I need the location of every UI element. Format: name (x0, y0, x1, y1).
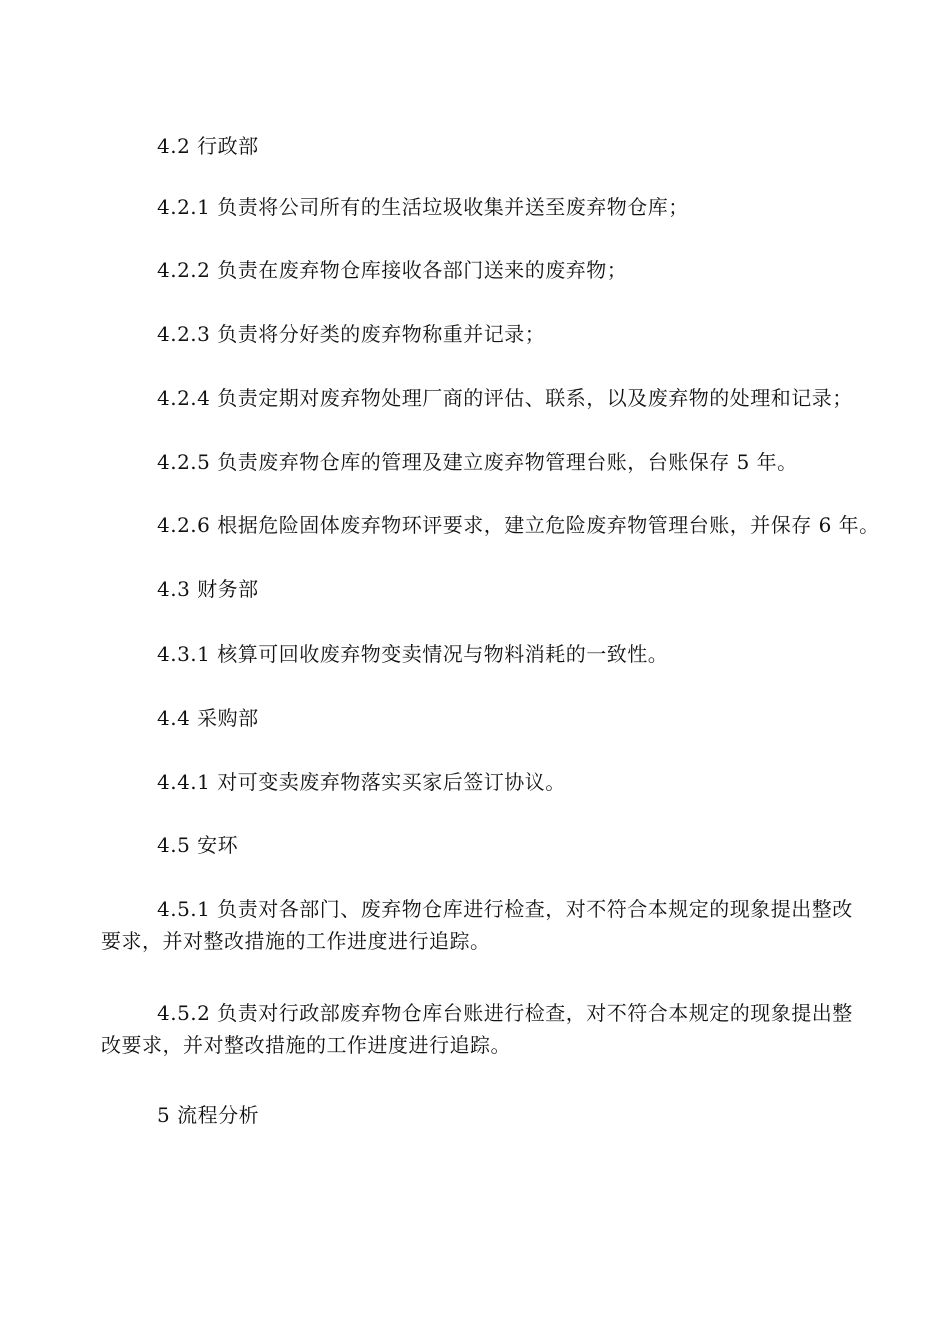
paragraph-4-2-4 (0, 382, 950, 414)
paragraph-text: 4.3.1 核算可回收废弃物变卖情况与物料消耗的一致性。 (157, 642, 669, 666)
paragraph-4-2-2 (0, 254, 950, 286)
paragraph-line-1: 4.5.2 负责对行政部废弃物仓库台账进行检查，对不符合本规定的现象提出整 (157, 1001, 853, 1025)
paragraph-4-5-1 (0, 893, 950, 957)
section-heading-4-5 (0, 829, 950, 861)
paragraph-text: 5 流程分析 (157, 1103, 260, 1127)
paragraph-text: 4.2.3 负责将分好类的废弃物称重并记录； (157, 322, 546, 346)
paragraph-4-2-3 (0, 318, 950, 350)
paragraph-4-4-1 (0, 766, 950, 798)
paragraph-4-3-1 (0, 638, 950, 670)
paragraph-text: 4.2.4 负责定期对废弃物处理厂商的评估、联系，以及废弃物的处理和记录； (157, 386, 853, 410)
section-heading-5 (0, 1099, 950, 1131)
paragraph-4-2-6 (0, 509, 950, 541)
paragraph-text: 4.2.2 负责在废弃物仓库接收各部门送来的废弃物； (157, 258, 628, 282)
section-heading-4-2 (0, 130, 950, 162)
paragraph-text: 4.2.1 负责将公司所有的生活垃圾收集并送至废弃物仓库； (157, 195, 689, 219)
paragraph-text: 4.2.5 负责废弃物仓库的管理及建立废弃物管理台账，台账保存 5 年。 (157, 450, 798, 474)
paragraph-line-1: 4.5.1 负责对各部门、废弃物仓库进行检查，对不符合本规定的现象提出整改 (157, 897, 853, 921)
paragraph-text: 4.5 安环 (157, 833, 239, 857)
paragraph-4-2-1 (0, 191, 950, 223)
paragraph-text: 4.4.1 对可变卖废弃物落实买家后签订协议。 (157, 770, 566, 794)
paragraph-4-5-2 (0, 997, 950, 1061)
paragraph-4-2-5 (0, 446, 950, 478)
paragraph-text: 4.4 采购部 (157, 706, 259, 730)
paragraph-line-2: 要求，并对整改措施的工作进度进行追踪。 (101, 929, 491, 953)
paragraph-text: 4.2 行政部 (157, 134, 259, 158)
section-heading-4-3 (0, 573, 950, 605)
paragraph-text: 4.3 财务部 (157, 577, 259, 601)
section-heading-4-4 (0, 702, 950, 734)
paragraph-line-2: 改要求，并对整改措施的工作进度进行追踪。 (101, 1033, 511, 1057)
paragraph-text: 4.2.6 根据危险固体废弃物环评要求，建立危险废弃物管理台账，并保存 6 年。 (157, 513, 880, 537)
